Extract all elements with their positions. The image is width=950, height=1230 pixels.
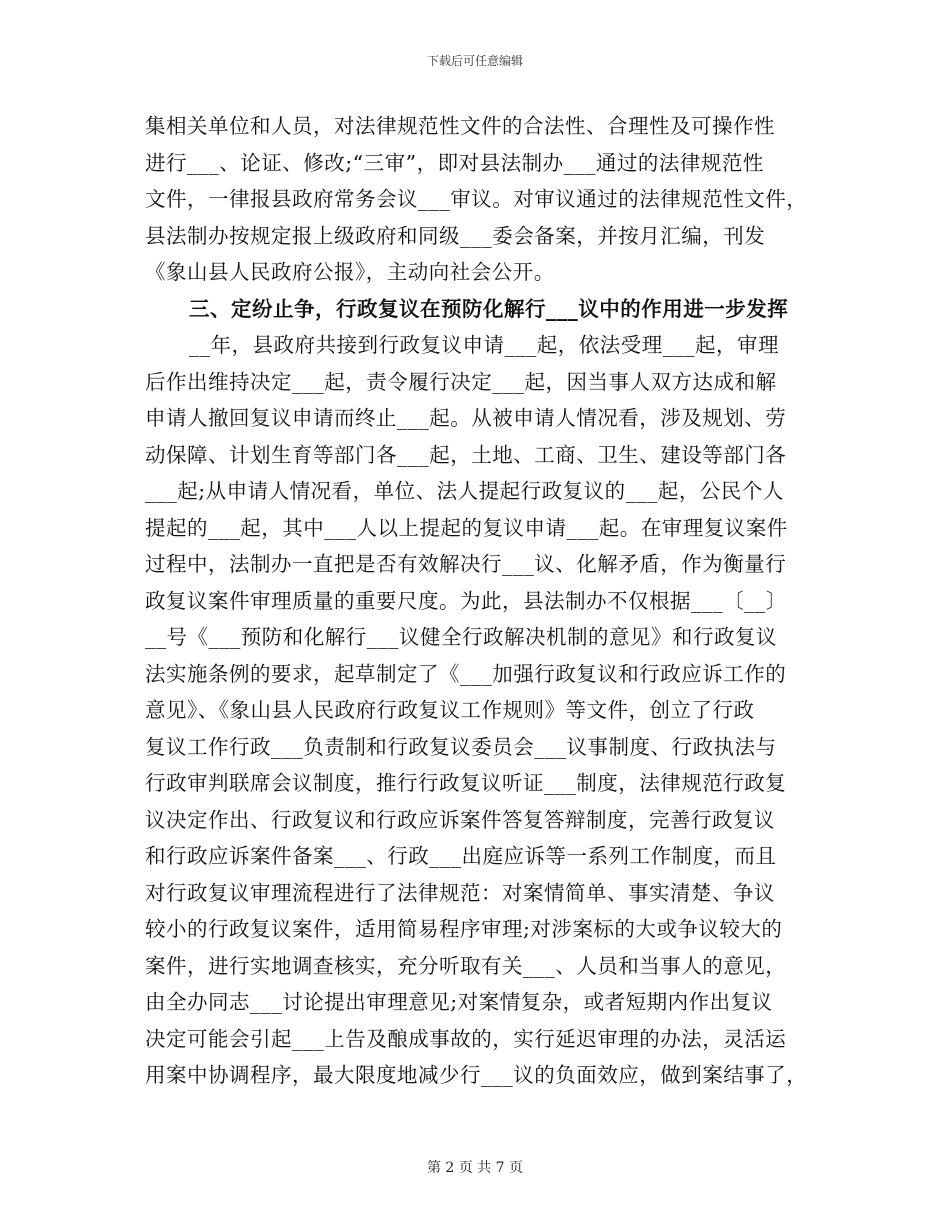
paragraph-line: 议决定作出、行政复议和行政应诉案件答复答辩制度，完善行政复议 — [145, 807, 775, 832]
paragraph-line: 后作出维持决定___起，责令履行决定___起，因当事人双方达成和解 — [145, 369, 777, 394]
paragraph-line: 较小的行政复议案件，适用简易程序审理;对涉案标的大或争议较大的 — [145, 917, 783, 941]
section-heading: 三、定纷止争，行政复议在预防化解行___议中的作用进一步发挥 — [189, 296, 789, 321]
paragraph-line: 复议工作行政___负责制和行政复议委员会___议事制度、行政执法与 — [145, 734, 777, 759]
document-body — [145, 108, 825, 1094]
paragraph-line: 动保障、计划生育等部门各___起，土地、工商、卫生、建设等部门各 — [145, 442, 787, 467]
paragraph-line: 和行政应诉案件备案___、行政___出庭应诉等一系列工作制度，而且 — [145, 844, 777, 868]
paragraph-line: 进行___、论证、修改;“三审”，即对县法制办___通过的法律规范性 — [145, 150, 764, 175]
paragraph-line: 县法制办按规定报上级政府和同级___委会备案，并按月汇编，刊发 — [145, 223, 766, 248]
paragraph-line: 政复议案件审理质量的重要尺度。为此，县法制办不仅根据___〔__〕 — [145, 588, 787, 613]
paragraph-line: 案件，进行实地调查核实，充分听取有关___、人员和当事人的意见， — [145, 953, 787, 978]
paragraph-line: __年，县政府共接到行政复议申请___起，依法受理___起，审理 — [189, 333, 779, 357]
page-number: 第 2 页 共 7 页 — [426, 1160, 524, 1176]
paragraph-line: 集相关单位和人员，对法律规范性文件的合法性、合理性及可操作性 — [145, 114, 775, 138]
paragraph-line: 决定可能会引起___上告及酿成事故的，实行延迟审理的办法，灵活运 — [145, 1026, 787, 1051]
paragraph-line: 行政审判联席会议制度，推行行政复议听证___制度，法律规范行政复 — [145, 771, 787, 795]
paragraph-line: 由全办同志___讨论提出审理意见;对案情复杂，或者短期内作出复议 — [145, 990, 773, 1014]
paragraph-line: 用案中协调程序，最大限度地减少行___议的负面效应，做到案结事了， — [145, 1063, 808, 1087]
paragraph-line: 过程中，法制办一直把是否有效解决行___议、化解矛盾，作为衡量行 — [145, 552, 787, 576]
paragraph-line: 《象山县人民政府公报》，主动向社会公开。 — [145, 260, 555, 284]
paragraph-line: 法实施条例的要求，起草制定了《___加强行政复议和行政应诉工作的 — [145, 661, 787, 686]
paragraph-line: 申请人撤回复议申请而终止___起。从被申请人情况看，涉及规划、劳 — [145, 406, 787, 430]
page-header: 下载后可任意编辑 — [426, 54, 523, 68]
paragraph-line: 提起的___起，其中___人以上提起的复议申请___起。在审理复议案件 — [145, 515, 788, 540]
paragraph-line: 意见》、《象山县人民政府行政复议工作规则》等文件，创立了行政 — [145, 698, 755, 722]
paragraph-line: ___起;从申请人情况看，单位、法人提起行政复议的___起，公民个人 — [145, 479, 784, 503]
paragraph-line: 对行政复议审理流程进行了法律规范：对案情简单、事实清楚、争议 — [145, 880, 775, 905]
paragraph-line: __号《___预防和化解行___议健全行政解决机制的意见》和行政复议 — [145, 625, 777, 649]
paragraph-line: 文件，一律报县政府常务会议___审议。对审议通过的法律规范性文件， — [145, 187, 808, 211]
